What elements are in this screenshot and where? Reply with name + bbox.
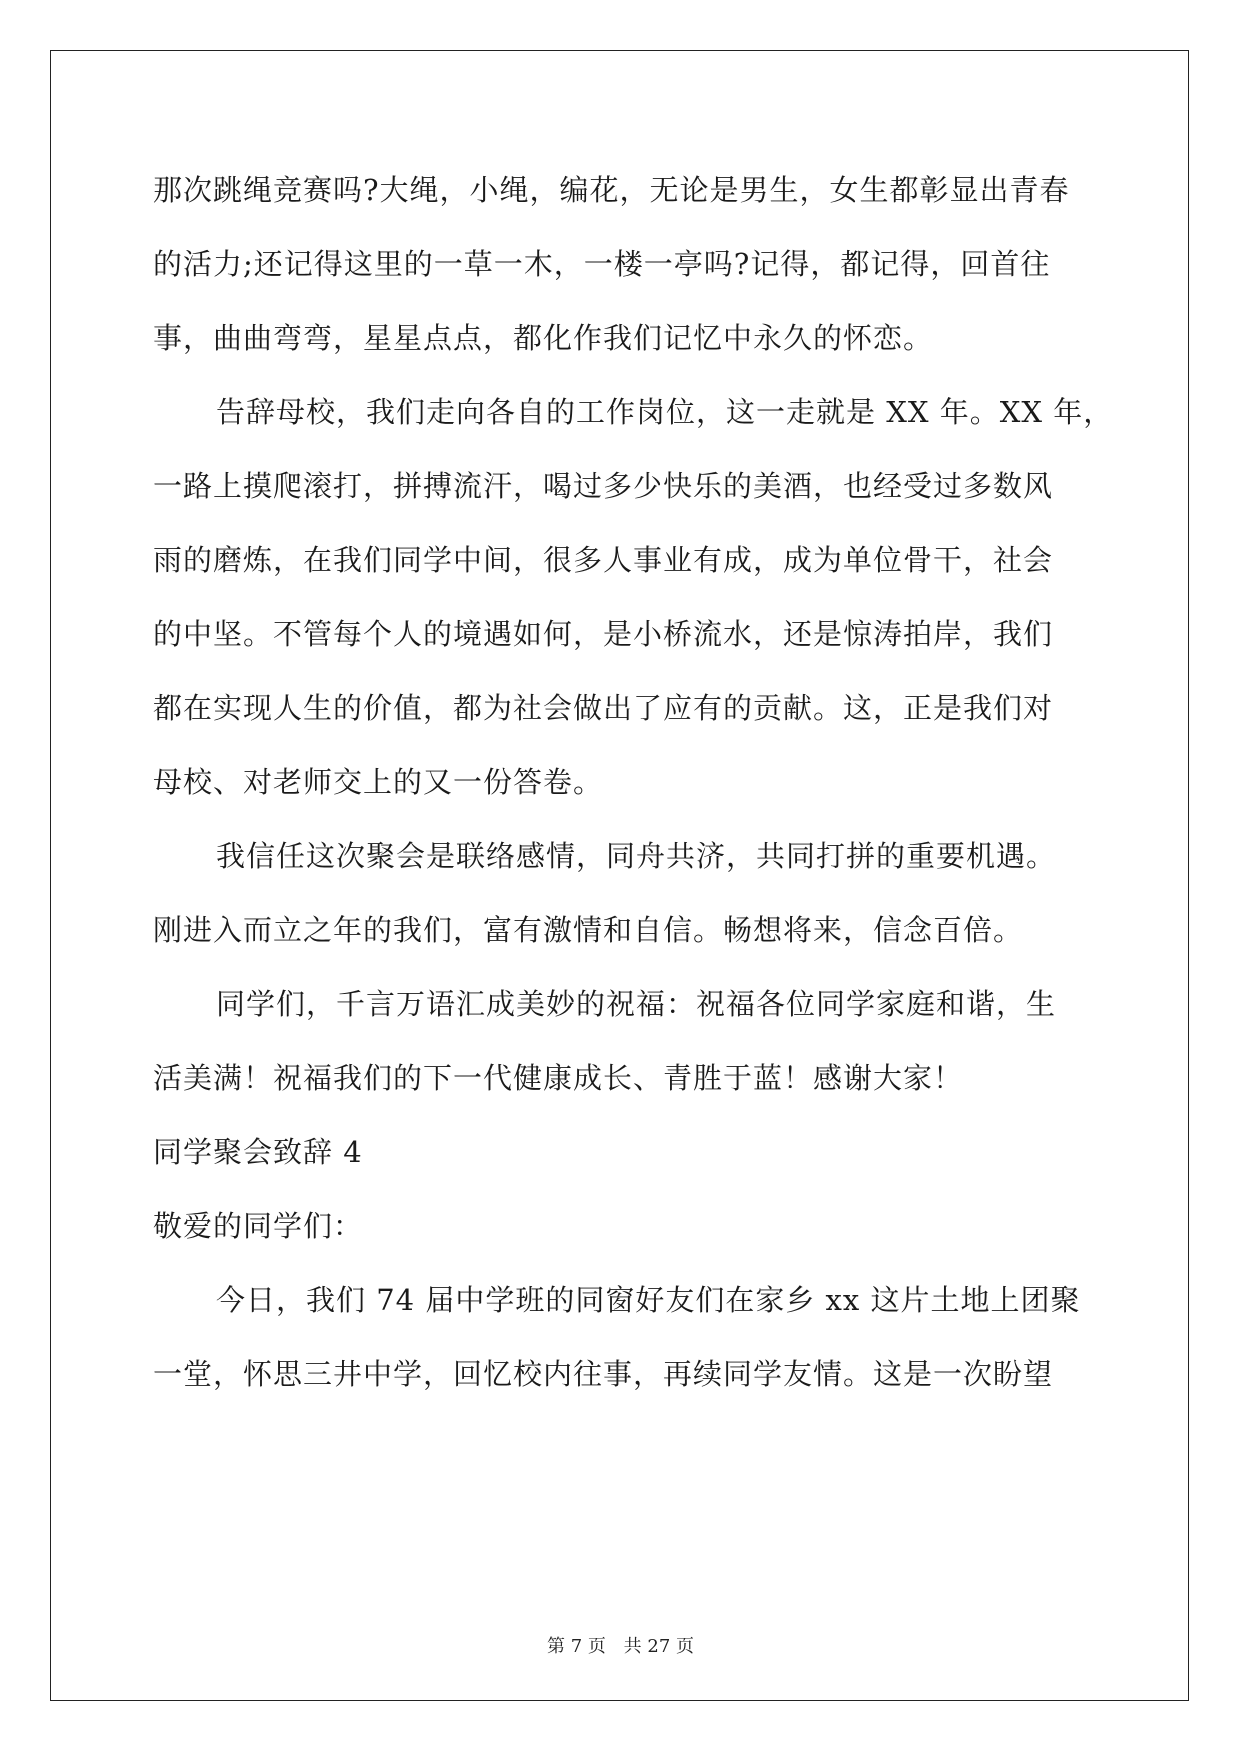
body-line-10: 我信任这次聚会是联络感情，同舟共济，共同打拼的重要机遇。	[216, 839, 1057, 873]
page-footer	[0, 1632, 1241, 1658]
body-line-3: 事，曲曲弯弯，星星点点，都化作我们记忆中永久的怀恋。	[153, 321, 934, 355]
body-line-4: 告辞母校，我们走向各自的工作岗位，这一走就是 XX 年。XX 年，	[216, 395, 1114, 429]
body-line-15: 一堂，怀思三井中学，回忆校内往事，再续同学友情。这是一次盼望	[153, 1357, 1054, 1391]
body-line-7: 的中坚。不管每个人的境遇如何，是小桥流水，还是惊涛拍岸，我们	[153, 617, 1054, 651]
page-total: 共 27 页	[623, 1636, 694, 1657]
body-line-13: 活美满！祝福我们的下一代健康成长、青胜于蓝！感谢大家！	[153, 1061, 964, 1095]
page-number: 第 7 页	[547, 1636, 606, 1657]
body-line-9: 母校、对老师交上的又一份答卷。	[153, 765, 604, 799]
body-line-14: 今日，我们 74 届中学班的同窗好友们在家乡 xx 这片土地上团聚	[216, 1283, 1081, 1317]
body-line-2: 的活力;还记得这里的一草一木，一楼一亭吗?记得，都记得，回首往	[153, 247, 1051, 281]
salutation: 敬爱的同学们：	[153, 1209, 364, 1243]
section-heading: 同学聚会致辞 4	[153, 1135, 363, 1169]
body-line-12: 同学们，千言万语汇成美妙的祝福：祝福各位同学家庭和谐，生	[216, 987, 1057, 1021]
body-line-6: 雨的磨炼，在我们同学中间，很多人事业有成，成为单位骨干，社会	[153, 543, 1054, 577]
body-line-1: 那次跳绳竞赛吗?大绳，小绳，编花，无论是男生，女生都彰显出青春	[153, 173, 1070, 207]
body-line-11: 刚进入而立之年的我们，富有激情和自信。畅想将来，信念百倍。	[153, 913, 1024, 947]
body-line-8: 都在实现人生的价值，都为社会做出了应有的贡献。这，正是我们对	[153, 691, 1054, 725]
body-line-5: 一路上摸爬滚打，拼搏流汗，喝过多少快乐的美酒，也经受过多数风	[153, 469, 1054, 503]
